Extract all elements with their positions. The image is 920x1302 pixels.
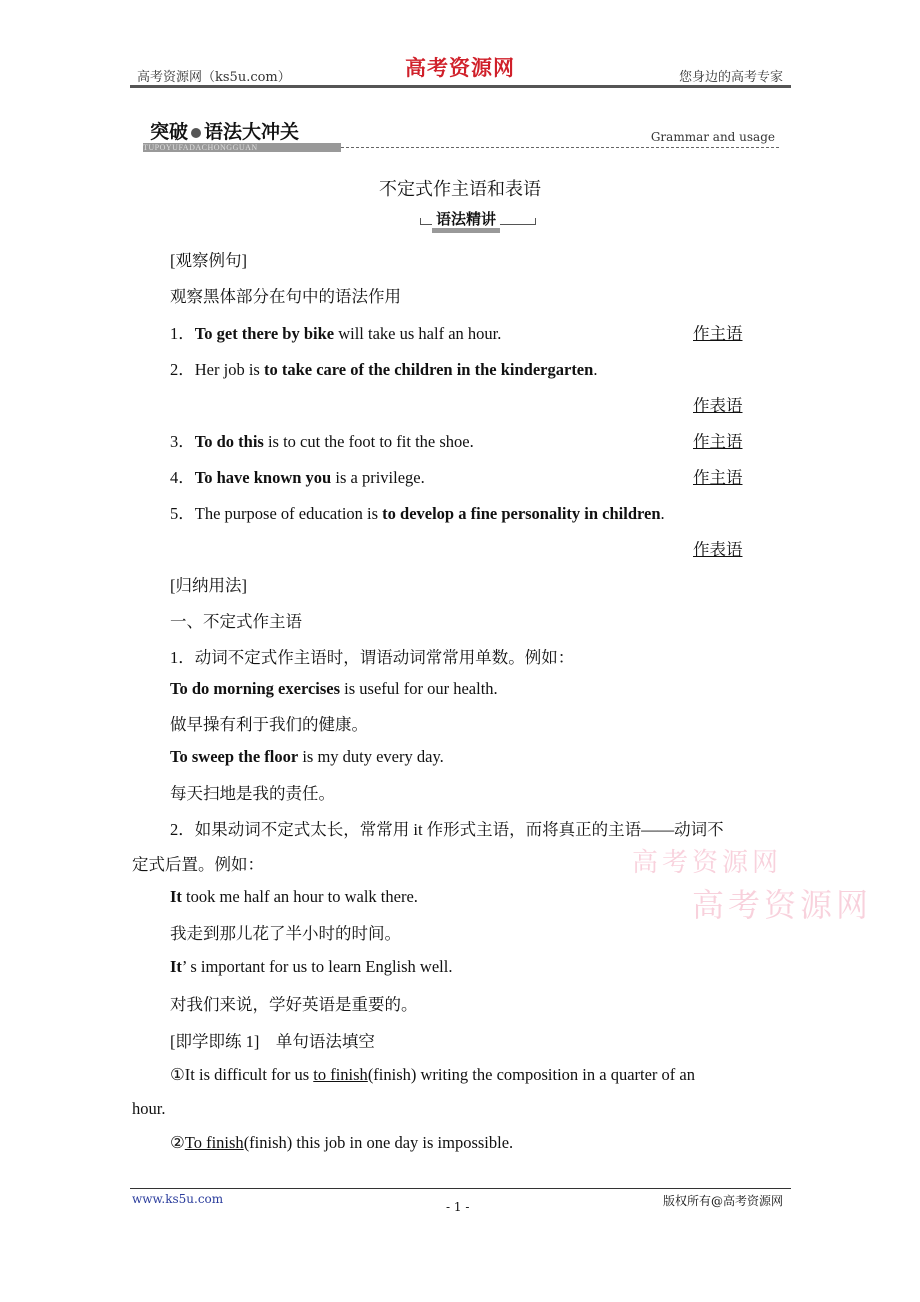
text-line <box>170 920 401 944</box>
banner-pinyin: TUPOYUFADACHONGGUAN <box>143 143 341 152</box>
grammar-role <box>693 320 743 344</box>
bold-text: To do this <box>194 432 264 451</box>
text-segment: ② <box>170 1133 185 1152</box>
text-segment: 2．如果动词不定式太长，常常用 it 作形式主语，而将真正的主语——动词不 <box>170 820 724 839</box>
bold-text: It <box>170 887 182 906</box>
bold-text: To do morning exercises <box>170 679 341 698</box>
text-segment: . <box>660 504 665 523</box>
grammar-role-label: 作表语 <box>693 396 743 415</box>
text-segment: hour. <box>132 1099 166 1118</box>
text-segment: [观察例句] <box>170 251 247 270</box>
footer-rule <box>130 1188 791 1189</box>
grammar-role <box>693 392 743 416</box>
bold-text: To have known you <box>194 468 332 487</box>
grammar-role <box>693 428 743 452</box>
section-title: 不定式作主语和表语 <box>379 179 541 200</box>
text-line <box>170 572 247 596</box>
grammar-role-label: 作主语 <box>693 468 743 487</box>
grammar-role-label: 作主语 <box>693 324 743 343</box>
text-line <box>170 887 418 907</box>
text-line <box>170 356 597 380</box>
watermark: 高考资源网 <box>632 848 783 878</box>
text-segment: 对我们来说，学好英语是重要的。 <box>170 995 418 1014</box>
text-segment: took me half an hour to walk there. <box>181 887 418 906</box>
grammar-role <box>693 536 743 560</box>
banner-dashed-rule <box>341 147 779 148</box>
text-line <box>170 644 574 668</box>
text-segment: is to cut the foot to fit the shoe. <box>263 432 474 451</box>
header-slogan: 您身边的高考专家 <box>678 70 783 85</box>
watermark: 高考资源网 <box>692 886 873 924</box>
text-segment: 做早操有利于我们的健康。 <box>170 715 368 734</box>
text-segment: [即学即练 1] 单句语法填空 <box>170 1032 375 1051</box>
text-segment: ①It is difficult for us <box>170 1065 314 1084</box>
text-segment: 3． <box>170 432 195 451</box>
text-segment: 观察黑体部分在句中的语法作用 <box>170 287 401 306</box>
text-line <box>170 283 401 307</box>
bold-text: It <box>170 957 182 976</box>
text-segment: 一、不定式作主语 <box>170 612 302 631</box>
header-rule <box>130 85 791 88</box>
text-line <box>170 464 425 488</box>
text-line <box>170 747 444 767</box>
bold-text: to develop a fine personality in children <box>382 504 661 523</box>
banner-title-a: 突破 <box>150 121 189 143</box>
text-segment: is my duty every day. <box>298 747 444 766</box>
text-line <box>170 1065 695 1085</box>
text-line <box>170 957 452 977</box>
page-number: - 1 - <box>446 1200 470 1214</box>
header-site-name: 高考资源网（ks5u.com） <box>137 70 291 85</box>
grammar-role-label: 作主语 <box>693 432 743 451</box>
text-segment: [归纳用法] <box>170 576 247 595</box>
text-line <box>170 428 474 452</box>
text-line <box>170 320 501 344</box>
bold-text: to take care of the children in the kindergarten <box>263 360 594 379</box>
text-segment: 每天扫地是我的责任。 <box>170 784 335 803</box>
grammar-role-label: 作表语 <box>693 540 743 559</box>
bold-text: To get there by bike <box>194 324 335 343</box>
text-line <box>132 851 264 875</box>
grammar-role <box>693 464 743 488</box>
answer-text: To finish <box>184 1133 244 1152</box>
text-segment: is useful for our health. <box>340 679 498 698</box>
text-segment: will take us half an hour. <box>334 324 502 343</box>
section-banner <box>150 117 299 144</box>
text-segment: 5．The purpose of education is <box>170 504 383 523</box>
text-line <box>170 1133 513 1153</box>
subtitle-box <box>420 210 537 228</box>
banner-bullet-icon <box>191 128 201 138</box>
footer-copyright: 版权所有@高考资源网 <box>662 1194 783 1208</box>
text-line <box>170 679 498 699</box>
text-segment: is a privilege. <box>331 468 425 487</box>
text-segment: 2．Her job is <box>170 360 264 379</box>
text-segment: 1． <box>170 324 195 343</box>
banner-english: Grammar and usage <box>650 130 775 144</box>
bold-text: To sweep the floor <box>170 747 299 766</box>
header-logo: 高考资源网 <box>405 55 515 80</box>
footer-link[interactable]: www.ks5u.com <box>132 1192 224 1206</box>
text-line <box>132 1099 165 1119</box>
text-segment: 定式后置。例如： <box>132 855 264 874</box>
text-line <box>170 991 418 1015</box>
text-segment: (finish) this job in one day is impossible. <box>243 1133 514 1152</box>
text-line <box>170 816 724 840</box>
text-line <box>170 608 302 632</box>
text-segment: . <box>593 360 598 379</box>
banner-title-b: 语法大冲关 <box>204 121 300 143</box>
text-segment: 1．动词不定式作主语时，谓语动词常常用单数。例如： <box>170 648 575 667</box>
text-line <box>170 711 368 735</box>
text-line <box>170 247 247 271</box>
text-line <box>170 500 665 524</box>
text-segment: (finish) writing the composition in a quarter of an <box>367 1065 695 1084</box>
subtitle-label: 语法精讲 <box>432 210 500 233</box>
text-segment: 4． <box>170 468 195 487</box>
text-line <box>170 1028 375 1052</box>
answer-text: to finish <box>313 1065 368 1084</box>
text-line <box>170 780 335 804</box>
text-segment: 我走到那儿花了半小时的时间。 <box>170 924 401 943</box>
text-segment: ’ s important for us to learn English well. <box>181 957 453 976</box>
